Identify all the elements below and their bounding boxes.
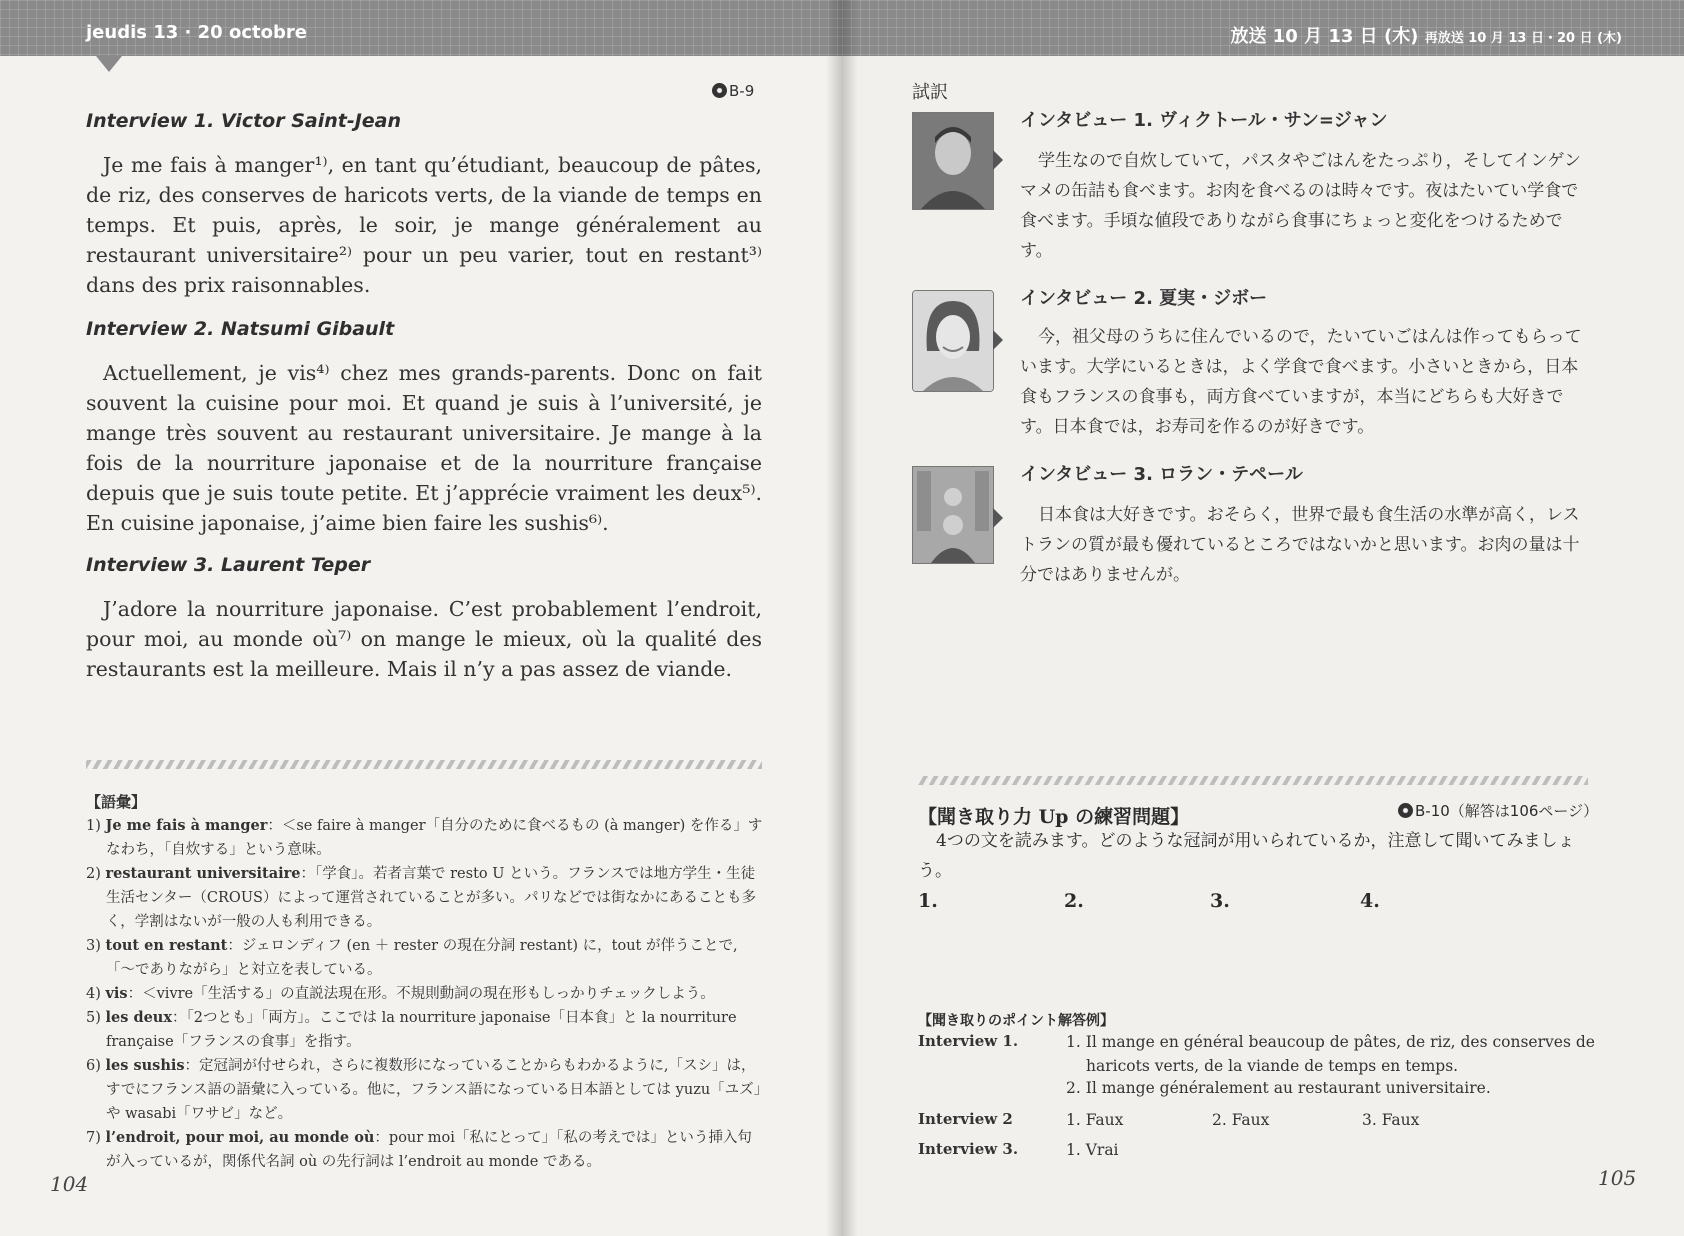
answer-interview-1-2: 2. Il mange généralement au restaurant universitaire. — [1066, 1079, 1491, 1097]
vocab-def: ：「学食」。若者言葉で resto U という。フランスでは地方学生・生徒生活センター（CROUS）によって運営されていることが多い。パリなどでは街なかにあることも多く，学割はないが一般の人も利用できる。 — [106, 866, 756, 930]
vocab-num: 3) — [86, 938, 101, 954]
section-divider — [86, 760, 762, 769]
right-header-title — [1231, 22, 1622, 48]
vocab-def: ：pour moi「私にとって」「私の考えでは」という挿入句が入っているが，関係代名詞 où の先行詞は l’endroit au monde である。 — [106, 1130, 752, 1170]
photo-laurent — [912, 466, 994, 564]
exercise-number: 2. — [1064, 890, 1084, 912]
answer-interview-3-label: Interview 3. — [918, 1140, 1019, 1158]
rebroadcast-date: 再放送 10 月 13 日・20 日 (木) — [1424, 31, 1622, 46]
track-b10 — [1398, 800, 1598, 821]
person-portrait-icon — [913, 467, 993, 563]
vocab-def: ：＜vivre「生活する」の直説法現在形。不規則動詞の現在形もしっかりチェックしよう。 — [127, 986, 715, 1002]
left-header-bar — [0, 0, 842, 56]
exercise-instruction: 4つの文を読みます。どのような冠詞が用いられているか，注意して聞いてみましょう。 — [918, 831, 1575, 881]
answers-heading: 【聞き取りのポイント解答例】 — [918, 1013, 1114, 1029]
answer-interview-2-2: 2. Faux — [1212, 1111, 1270, 1129]
pointer-arrow — [993, 150, 1003, 170]
vocab-term: restaurant universitaire — [105, 865, 301, 882]
pointer-arrow — [993, 508, 1003, 528]
section-divider — [918, 776, 1588, 785]
cd-icon — [1398, 803, 1413, 818]
vocab-num: 4) — [86, 986, 101, 1002]
vocab-def: ：＜se faire à manger「自分のために食べるもの (à manger) を作る」すなわち，「自炊する」という意味。 — [106, 818, 763, 858]
vocab-num: 2) — [86, 866, 101, 882]
vocab-term: les sushis — [105, 1057, 185, 1074]
track-b9 — [712, 82, 754, 100]
vocab-item — [86, 982, 766, 1006]
vocab-section — [86, 790, 766, 1174]
header-notch — [96, 56, 122, 72]
exercise-number: 3. — [1210, 890, 1230, 912]
vocab-item — [86, 934, 766, 982]
answer-interview-3-1: 1. Vrai — [1066, 1141, 1119, 1159]
cd-icon — [712, 83, 727, 98]
exercise-number: 4. — [1360, 890, 1380, 912]
vocab-num: 1) — [86, 818, 101, 834]
interview-3-title: Interview 3. Laurent Teper — [86, 554, 371, 576]
translation-3-title: インタビュー 3. ロラン・テペール — [1020, 464, 1303, 485]
vocab-term: Je me fais à manger — [105, 817, 268, 834]
vocab-term: tout en restant — [105, 937, 228, 954]
exercise-number: 1. — [918, 890, 938, 912]
person-portrait-icon — [913, 113, 993, 209]
track-label: B-10（解答は106ページ） — [1415, 802, 1599, 820]
translation-3-text: 日本食は大好きです。おそらく，世界で最も食生活の水準が高く，レストランの質が最も優れているところではないかと思います。お肉の量は十分ではありませんが。 — [1020, 505, 1580, 585]
vocab-def: ：「2つとも」「両方」。ここでは la nourriture japonaise「日本食」と la nourriture française「フランスの食事」を指す。 — [106, 1010, 737, 1050]
interview-1-title: Interview 1. Victor Saint-Jean — [86, 110, 402, 132]
track-label: B-9 — [729, 82, 755, 100]
vocab-item — [86, 1126, 766, 1174]
right-header-bar — [842, 0, 1684, 56]
answer-interview-2-3: 3. Faux — [1362, 1111, 1420, 1129]
broadcast-date: 放送 10 月 13 日 (木) — [1230, 26, 1419, 47]
person-portrait-icon — [913, 291, 993, 391]
vocab-num: 7) — [86, 1130, 101, 1146]
vocab-heading: 【語彙】 — [86, 793, 147, 811]
photo-natsumi — [912, 290, 994, 392]
translation-2-text: 今，祖父母のうちに住んでいるので，たいていごはんは作ってもらっています。大学にいるときは，よく学食で食べます。小さいときから，日本食もフランスの食事も，両方食べていますが，本当にどちらも大好きです。日本食では，お寿司を作るのが好きです。 — [1020, 327, 1582, 437]
interview-1-text: Je me fais à manger¹⁾, en tant qu’étudiant, beaucoup de pâtes, de riz, des conserves de haricots verts, de la viande de temps en temps. Et puis, après, le soir, je mange généralement au restaurant universitaire²⁾ pour un peu varier, tout en restant³⁾ dans des prix raisonnables. — [86, 153, 762, 297]
vocab-term: l’endroit, pour moi, au monde où — [105, 1129, 375, 1146]
page-number-right: 105 — [1598, 1166, 1637, 1190]
vocab-num: 6) — [86, 1058, 101, 1074]
vocab-item — [86, 1006, 766, 1054]
pointer-arrow — [993, 330, 1003, 350]
vocab-term: vis — [105, 985, 128, 1002]
interview-2-text: Actuellement, je vis⁴⁾ chez mes grands-parents. Donc on fait souvent la cuisine pour moi. Et quand je suis à l’université, je mange très souvent au restaurant universitaire. Je mange à la fois de la nourriture japonaise et de la nourriture française depuis que je suis toute petite. Et j’apprécie vraiment les deux⁵⁾. En cuisine japonaise, j’aime bien faire les sushis⁶⁾. — [86, 361, 762, 535]
interview-3-text: J’adore la nourriture japonaise. C’est probablement l’endroit, pour moi, au monde où⁷⁾ on mange le mieux, où la qualité des restaurants est la meilleure. Mais il n’y a pas assez de viande. — [86, 597, 762, 681]
vocab-def: ：定冠詞が付せられ，さらに複数形になっていることからもわかるように,「スシ」は，すでにフランス語の語彙に入っている。他に，フランス語になっている日本語としては yuzu「ユズ」や wasabi「ワサビ」など。 — [106, 1058, 761, 1122]
answer-interview-2-label: Interview 2 — [918, 1110, 1013, 1128]
vocab-item — [86, 862, 766, 934]
translation-label: 試訳 — [912, 82, 948, 103]
vocab-def: ：ジェロンディフ (en ＋ rester の現在分詞 restant) に，tout が伴うことで,「〜でありながら」と対立を表している。 — [106, 938, 738, 978]
vocab-term: les deux — [105, 1009, 172, 1026]
answer-interview-2-1: 1. Faux — [1066, 1111, 1124, 1129]
interview-2-title: Interview 2. Natsumi Gibault — [86, 318, 395, 340]
photo-victor — [912, 112, 994, 210]
translation-1-title: インタビュー 1. ヴィクトール・サン=ジャン — [1020, 110, 1388, 131]
vocab-item — [86, 814, 766, 862]
answer-interview-1-1: 1. Il mange en général beaucoup de pâtes, de riz, des conserves de haricots verts, de la viande de temps en temps. — [1066, 1033, 1595, 1075]
translation-2-title: インタビュー 2. 夏実・ジボー — [1020, 288, 1268, 309]
translation-1-text: 学生なので自炊していて，パスタやごはんをたっぷり，そしてインゲンマメの缶詰も食べます。お肉を食べるのは時々です。夜はたいてい学食で食べます。手頃な値段でありながら食事にちょっと変化をつけるためです。 — [1020, 151, 1581, 261]
exercise-title: 【聞き取り力 Up の練習問題】 — [918, 806, 1190, 828]
vocab-item — [86, 1054, 766, 1126]
page-number-left: 104 — [50, 1172, 89, 1196]
answer-interview-1-label: Interview 1. — [918, 1032, 1019, 1050]
vocab-num: 5) — [86, 1010, 101, 1026]
left-header-title: jeudis 13 · 20 octobre — [86, 22, 307, 43]
